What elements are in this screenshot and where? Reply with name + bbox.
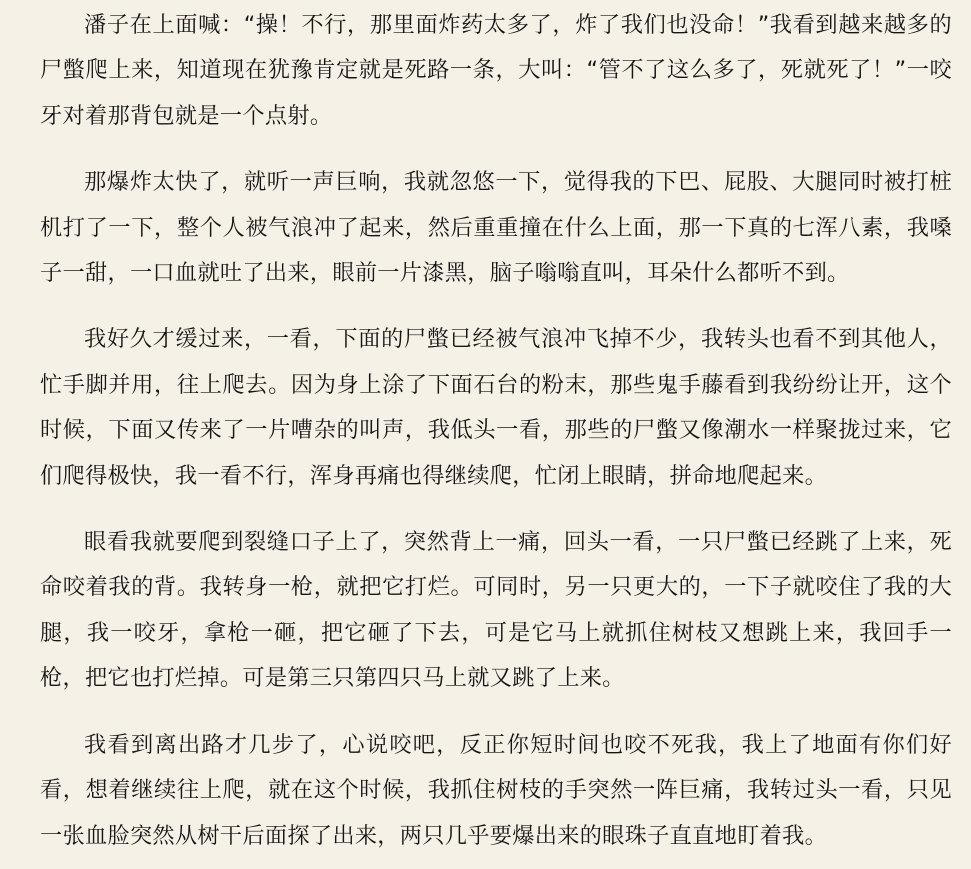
paragraph-1: 潘子在上面喊：“操！不行，那里面炸药太多了，炸了我们也没命！”我看到越来越多的尸蟞爬上来，知道现在犹豫肯定就是死路一条，大叫：“管不了这么多了，死就死了！”一咬牙对着那背包就是一个点射。 (40, 12, 952, 129)
paragraph-5: 我看到离出路才几步了，心说咬吧，反正你短时间也咬不死我，我上了地面有你们好看，想着继续往上爬，就在这个时候，我抓住树枝的手突然一阵巨痛，我转过头一看，只见一张血脸突然从树干后面探了出来，两只几乎要爆出来的眼珠子直直地盯着我。 (40, 731, 952, 849)
paragraph-2: 那爆炸太快了，就听一声巨响，我就忽悠一下，觉得我的下巴、屁股、大腿同时被打桩机打了一下，整个人被气浪冲了起来，然后重重撞在什么上面，那一下真的七浑八素，我嗓子一甜，一口血就吐了出来，眼前一片漆黑，脑子嗡嗡直叫，耳朵什么都听不到。 (40, 169, 952, 287)
paragraph-3: 我好久才缓过来，一看，下面的尸蟞已经被气浪冲飞掉不少，我转头也看不到其他人，忙手脚并用，往上爬去。因为身上涂了下面石台的粉末，那些鬼手藤看到我纷纷让开，这个时候，下面又传来了一片嘈杂的叫声，我低头一看，那些的尸蟞又像潮水一样聚拢过来，它们爬得极快，我一看不行，浑身再痛也得继续爬，忙闭上眼睛，拼命地爬起来。 (40, 326, 952, 489)
paragraph-4: 眼看我就要爬到裂缝口子上了，突然背上一痛，回头一看，一只尸蟞已经跳了上来，死命咬着我的背。我转身一枪，就把它打烂。可同时，另一只更大的，一下子就咬住了我的大腿，我一咬牙，拿枪一砸，把它砸了下去，可是它马上就抓住树枝又想跳上来，我回手一枪，把它也打烂掉。可是第三只第四只马上就又跳了上来。 (40, 529, 952, 692)
